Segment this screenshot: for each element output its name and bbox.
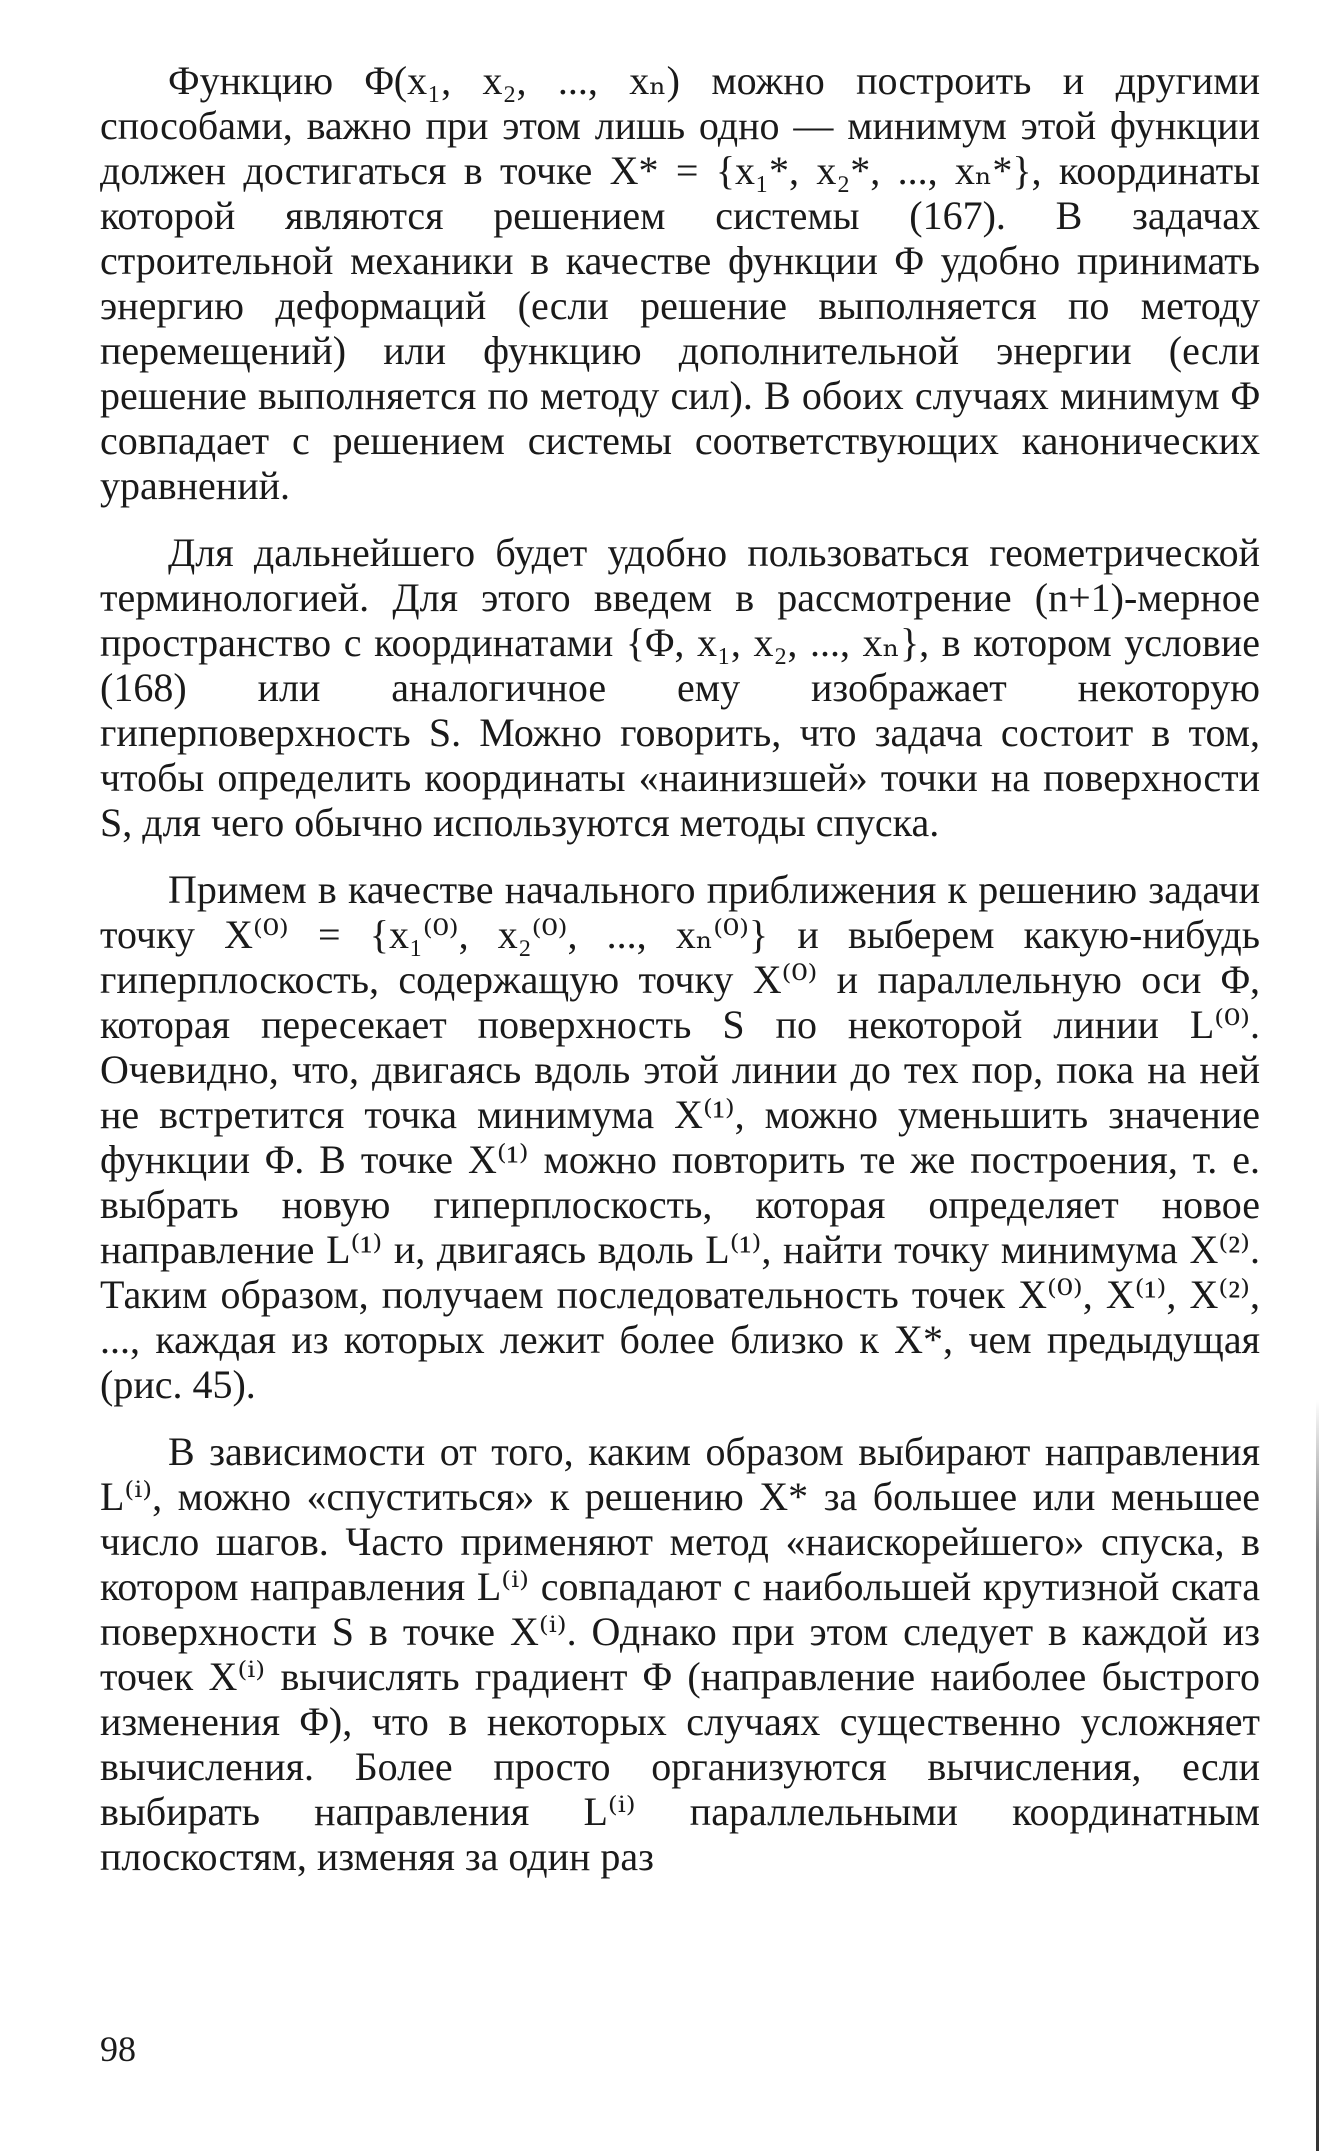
paragraph-initial-approximation: Примем в качестве начального приближения к решению задачи точку X⁽⁰⁾ = {x₁⁽⁰⁾, x₂⁽⁰⁾, ..., xₙ⁽⁰⁾} и выберем какую-нибудь гиперплоскость, содержащую точку X⁽⁰⁾ и параллельную оси Φ, которая пересекает поверхность S по некоторой линии L⁽⁰⁾. Очевидно, что, двигаясь вдоль этой линии до тех пор, пока на ней не встретится точка минимума X⁽¹⁾, можно уменьшить значение функции Φ. В точке X⁽¹⁾ можно повторить те же построения, т. е. выбрать новую гиперплоскость, которая определяет новое направление L⁽¹⁾ и, двигаясь вдоль L⁽¹⁾, найти точку минимума X⁽²⁾. Таким образом, получаем последовательность точек X⁽⁰⁾, X⁽¹⁾, X⁽²⁾, ..., каждая из которых лежит более близко к X*, чем предыдущая (рис. 45). — [100, 867, 1260, 1407]
scan-edge-line — [1316, 1400, 1319, 2151]
paragraph-function-phi: Функцию Φ(x₁, x₂, ..., xₙ) можно построить и другими способами, важно при этом лишь одно — минимум этой функции должен достигаться в точке X* = {x₁*, x₂*, ..., xₙ*}, координаты которой являются решением системы (167). В задачах строительной механики в качестве функции Φ удобно принимать энергию деформаций (если решение выполняется по методу перемещений) или функцию дополнительной энергии (если решение выполняется по методу сил). В обоих случаях минимум Φ совпадает с решением системы соответствующих канонических уравнений. — [100, 58, 1260, 508]
page-number: 98 — [100, 2029, 136, 2069]
paragraph-descent-methods: В зависимости от того, каким образом выбирают направления L⁽ⁱ⁾, можно «спуститься» к решению X* за большее или меньшее число шагов. Часто применяют метод «наискорейшего» спуска, в котором направления L⁽ⁱ⁾ совпадают с наибольшей крутизной ската поверхности S в точке X⁽ⁱ⁾. Однако при этом следует в каждой из точек X⁽ⁱ⁾ вычислять градиент Φ (направление наиболее быстрого изменения Φ), что в некоторых случаях существенно усложняет вычисления. Более просто организуются вычисления, если выбирать направления L⁽ⁱ⁾ параллельными координатным плоскостям, изменяя за один раз — [100, 1429, 1260, 1879]
page-body — [100, 58, 1260, 1889]
paragraph-geometric-terminology: Для дальнейшего будет удобно пользоваться геометрической терминологией. Для этого введем в рассмотрение (n+1)-мерное пространство с координатами {Φ, x₁, x₂, ..., xₙ}, в котором условие (168) или аналогичное ему изображает некоторую гиперповерхность S. Можно говорить, что задача состоит в том, чтобы определить координаты «наинизшей» точки на поверхности S, для чего обычно используются методы спуска. — [100, 530, 1260, 845]
